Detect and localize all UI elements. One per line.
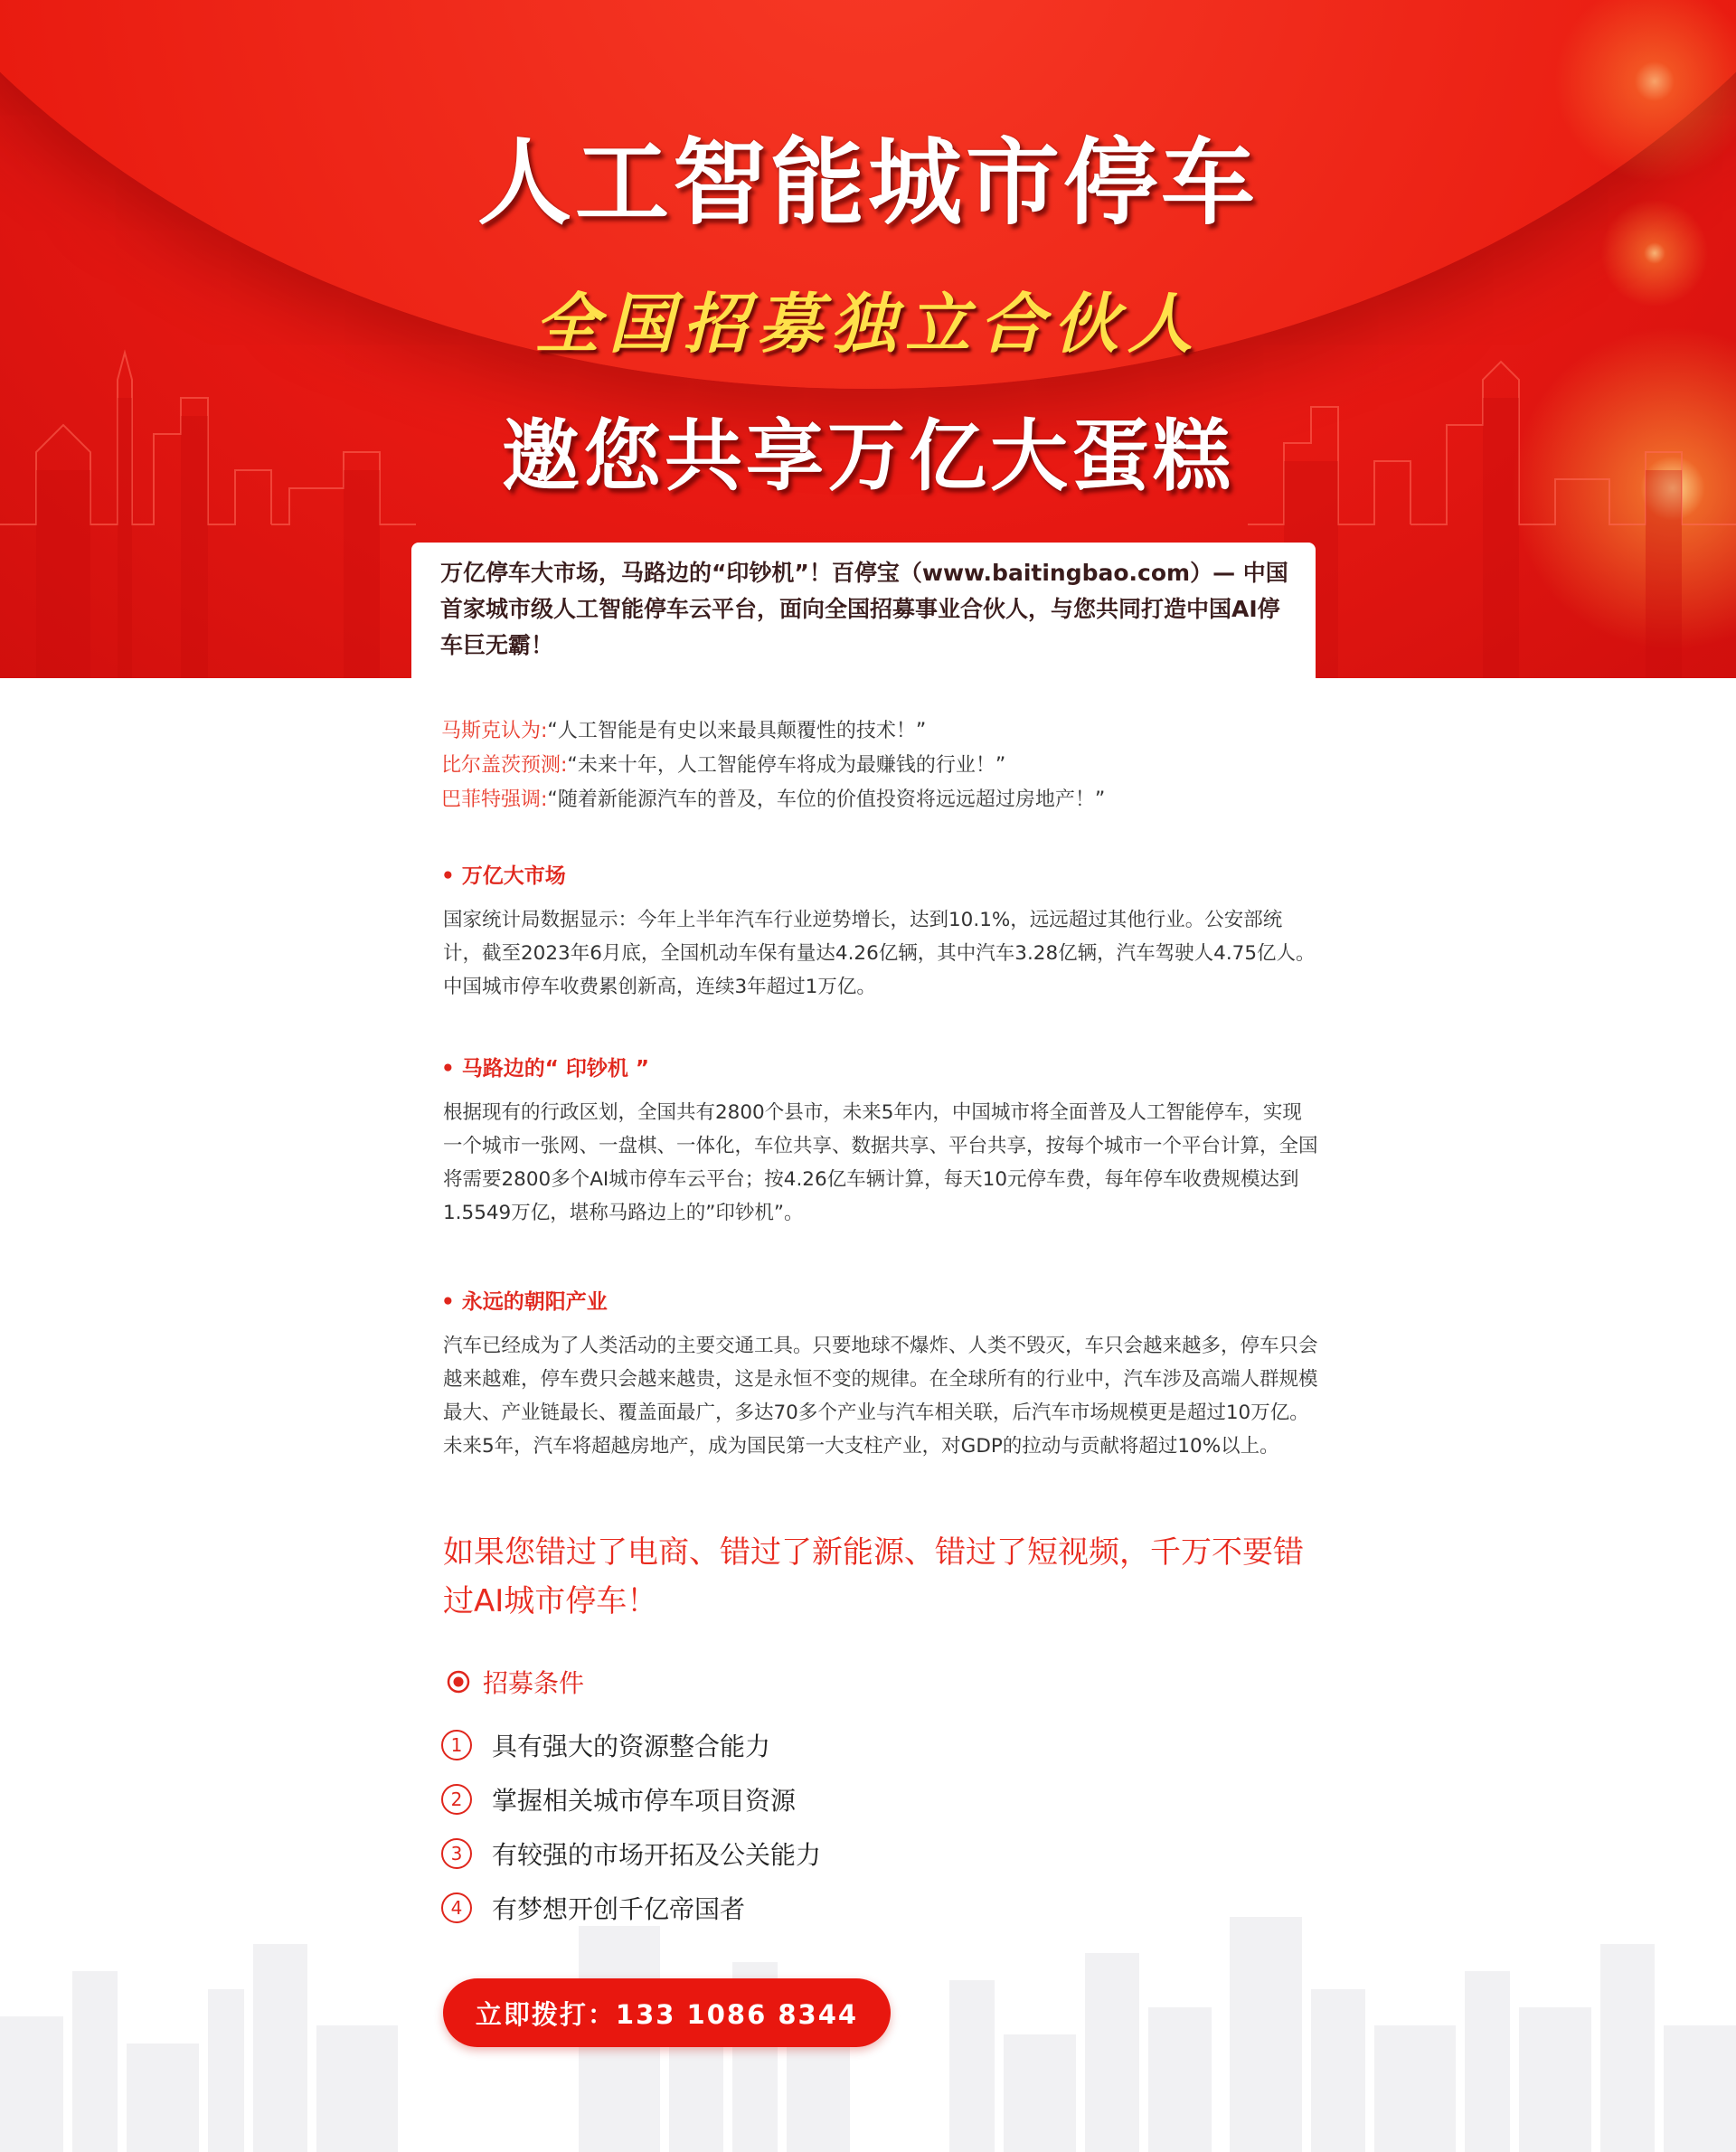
number-circle-icon: 1 (441, 1730, 472, 1760)
section-body-money-machine: 根据现有的行政区划，全国共有2800个县市，未来5年内，中国城市将全面普及人工智能停车，实现一个城市一张网、一盘棋、一体化，车位共享、数据共享、平台共享，按每个城市一个平台计算，全国将需要2800多个AI城市停车云平台；按4.26亿车辆计算，每天10元停车费，每年停车收费规模达到1.5549万亿，堪称马路边上的”印钞机”。 (443, 1101, 1318, 1224)
section-heading-label: 永远的朝阳产业 (461, 1290, 608, 1314)
quote-text: “未来十年，人工智能停车将成为最赚钱的行业！” (567, 754, 1006, 777)
highlight-callout: 如果您错过了电商、错过了新能源、错过了短视频，千万不要错过AI城市停车！ (443, 1534, 1304, 1619)
bullet-icon: • (441, 1290, 455, 1314)
condition-text: 掌握相关城市停车项目资源 (492, 1786, 797, 1816)
bullet-icon: • (441, 1057, 455, 1081)
target-icon (447, 1670, 470, 1694)
quote-text: “人工智能是有史以来最具颠覆性的技术！” (547, 720, 927, 742)
section-heading-sunrise-industry (441, 1285, 608, 1315)
quotes-block (441, 714, 1320, 817)
condition-item (441, 1772, 821, 1826)
section-heading-money-machine (441, 1052, 649, 1081)
intro-text: 万亿停车大市场，马路边的“印钞机”！百停宝（www.baitingbao.com）— 中国首家城市级人工智能停车云平台，面向全国招募事业合伙人，与您共同打造中国AI停车巨无霸！ (440, 560, 1288, 658)
number-circle-icon: 3 (441, 1838, 472, 1869)
condition-item (441, 1826, 821, 1881)
hero-subtitle: 全国招募独立合伙人 (533, 285, 1202, 362)
quote-speaker: 比尔盖茨预测: (441, 754, 568, 777)
intro-card (411, 543, 1316, 678)
condition-text: 有较强的市场开拓及公关能力 (492, 1840, 822, 1870)
quote-item (441, 714, 1320, 749)
quote-speaker: 巴菲特强调: (441, 788, 548, 811)
quote-speaker: 马斯克认为: (441, 720, 548, 742)
section-body-sunrise-industry: 汽车已经成为了人类活动的主要交通工具。只要地球不爆炸、人类不毁灭，车只会越来越多，停车只会越来越难，停车费只会越来越贵，这是永恒不变的规律。在全球所有的行业中，汽车涉及高端人群规模最大、产业链最长、覆盖面最广，多达70多个产业与汽车相关联，后汽车市场规模更是超过10万亿。未来5年，汽车将超越房地产，成为国民第一大支柱产业，对GDP的拉动与贡献将超过10%以上。 (443, 1335, 1318, 1458)
number-circle-icon: 2 (441, 1784, 472, 1815)
quote-text: “随着新能源汽车的普及，车位的价值投资将远远超过房地产！” (547, 788, 1106, 811)
section-heading-label: 万亿大市场 (461, 864, 566, 888)
quote-item (441, 783, 1320, 817)
section-heading-label: 马路边的“ 印钞机 ” (461, 1057, 649, 1081)
bullet-icon: • (441, 864, 455, 888)
condition-text: 有梦想开创千亿帝国者 (492, 1894, 746, 1924)
conditions-heading-label: 招募条件 (483, 1668, 585, 1698)
condition-item (441, 1718, 821, 1772)
hero-title: 人工智能城市停车 (476, 127, 1259, 238)
call-now-button[interactable]: 立即拨打：133 1086 8344 (443, 1978, 891, 2047)
hero-tagline: 邀您共享万亿大蛋糕 (502, 411, 1234, 502)
conditions-heading (447, 1664, 584, 1700)
section-heading-market (441, 859, 566, 889)
number-circle-icon: 4 (441, 1892, 472, 1923)
condition-text: 具有强大的资源整合能力 (492, 1732, 771, 1761)
quote-item (441, 749, 1320, 783)
section-body-market: 国家统计局数据显示：今年上半年汽车行业逆势增长，达到10.1%，远远超过其他行业。公安部统计，截至2023年6月底，全国机动车保有量达4.26亿辆，其中汽车3.28亿辆，汽车驾驶人4.75亿人。中国城市停车收费累创新高，连续3年超过1万亿。 (443, 909, 1316, 998)
